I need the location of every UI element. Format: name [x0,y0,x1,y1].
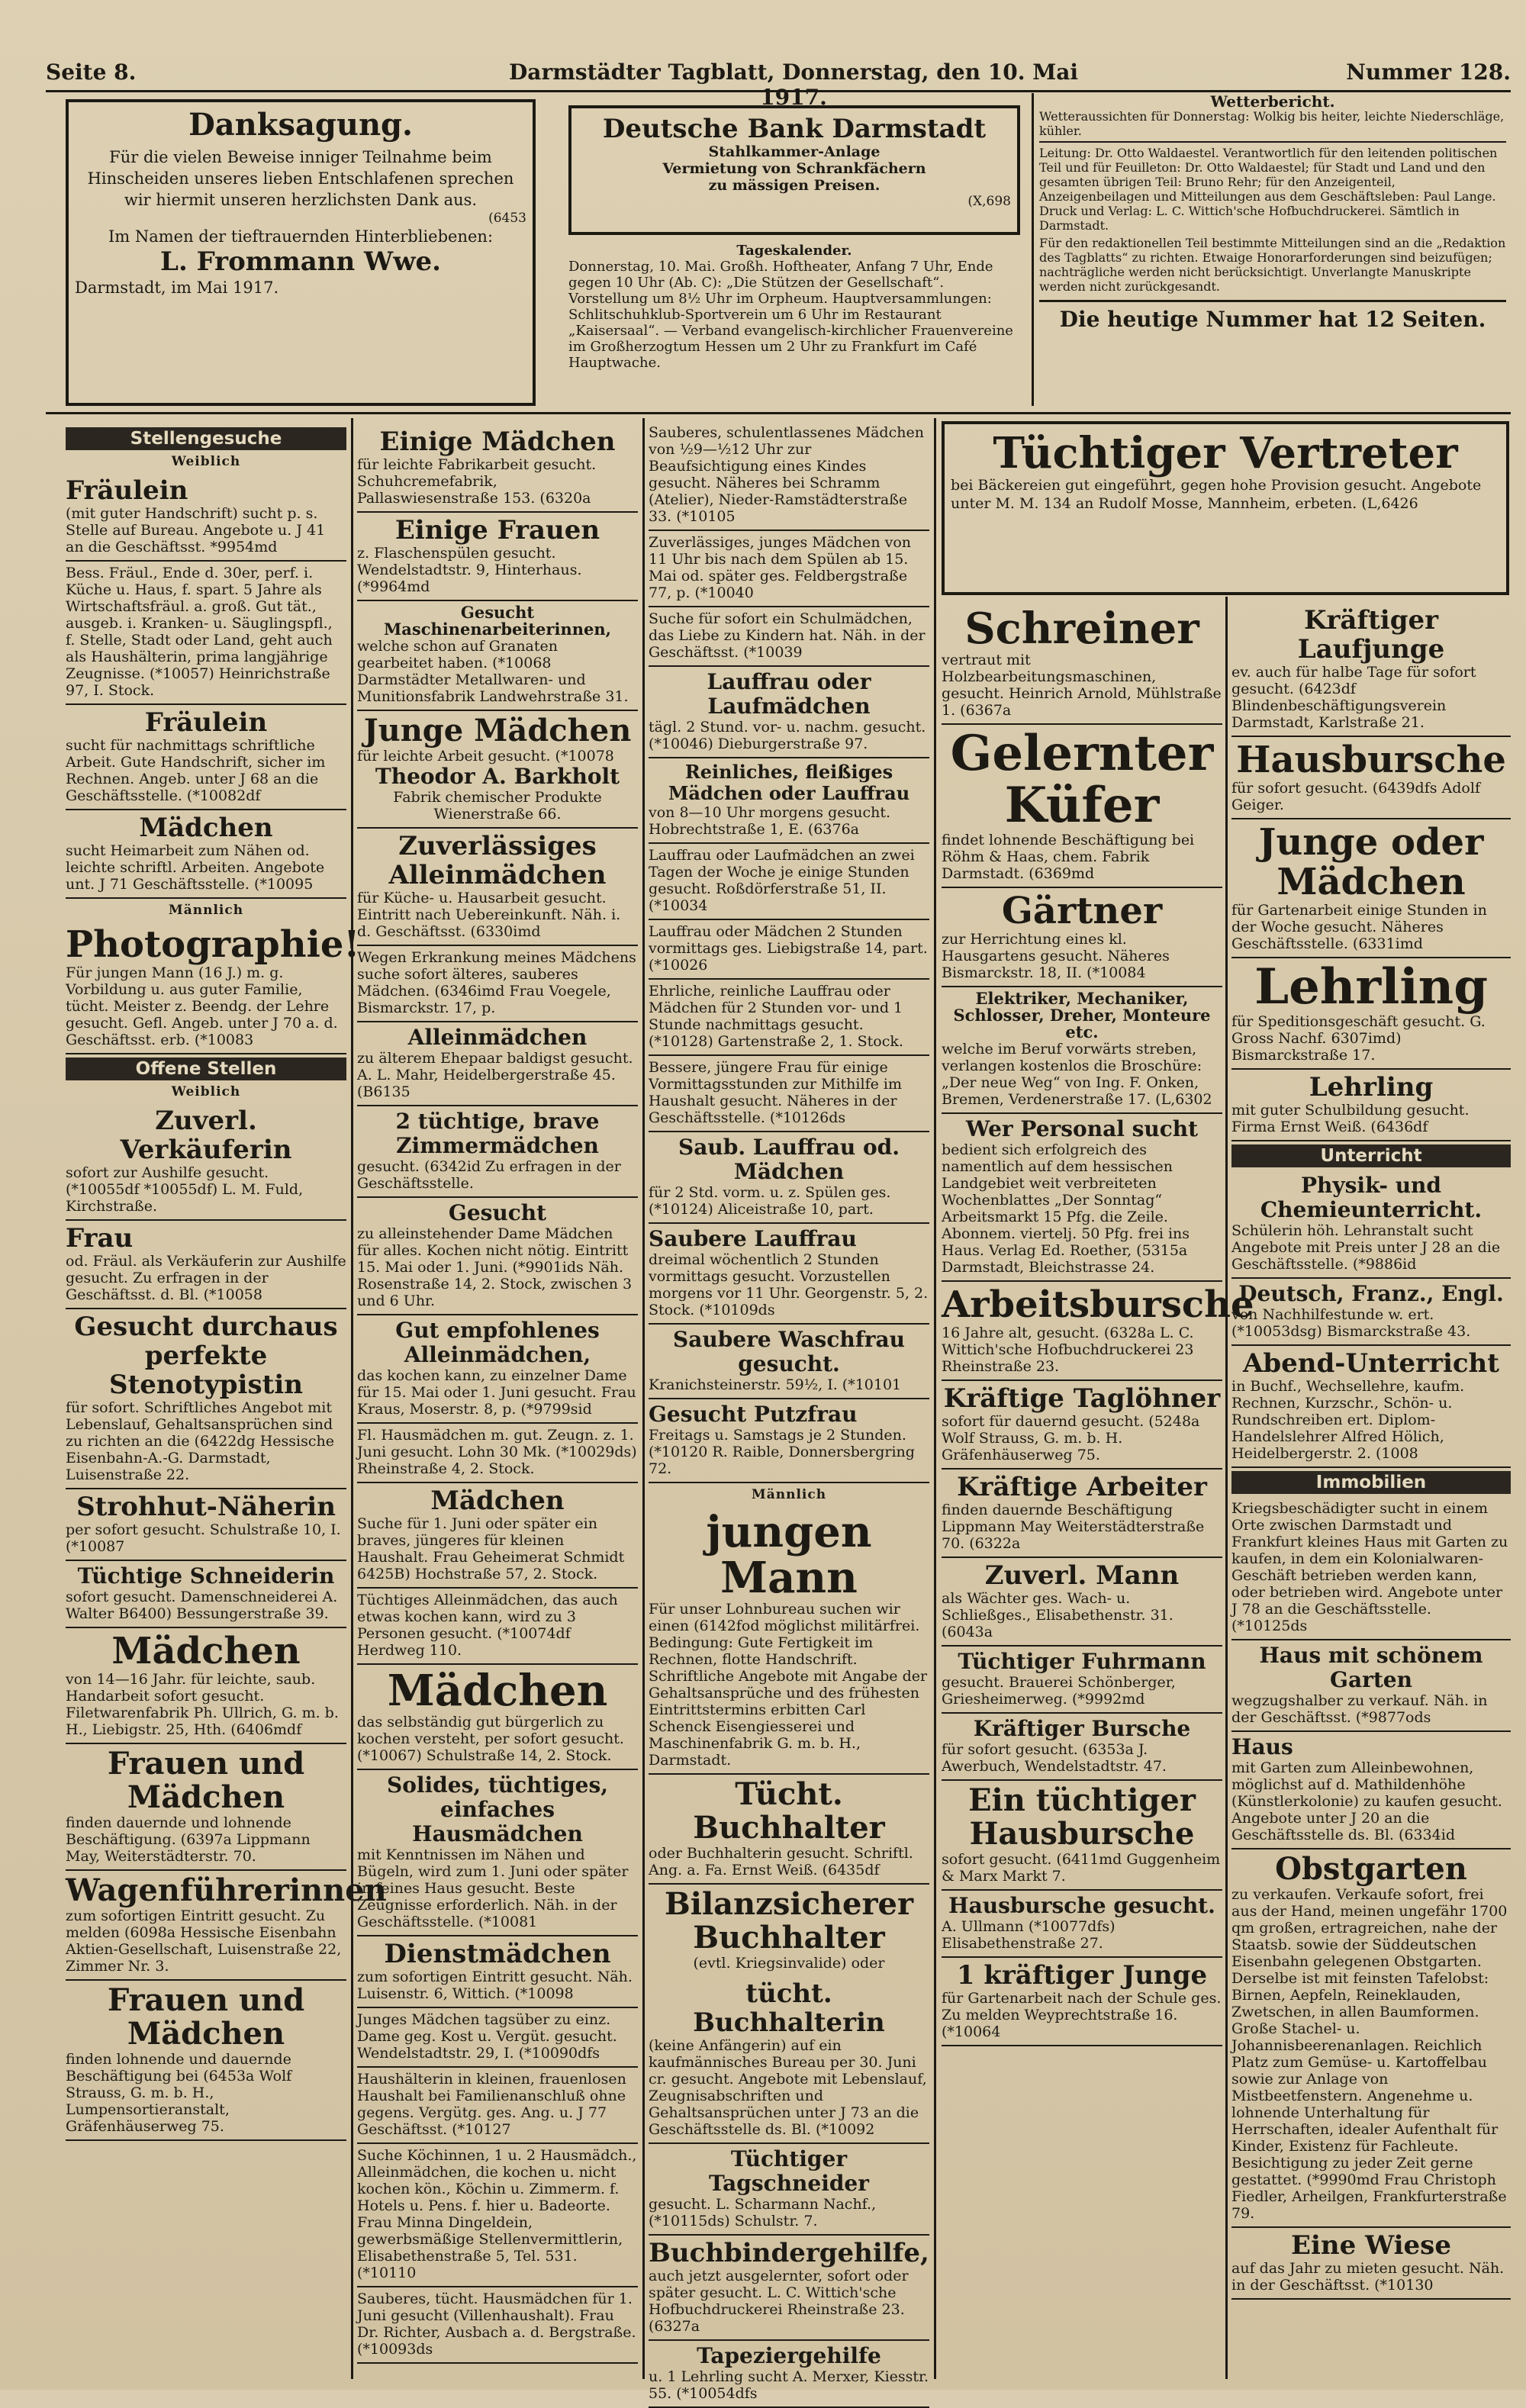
ad-block [66,705,346,810]
ad-text: Kriegsbeschädigter sucht in einem Orte zwischen Darmstadt und Frankfurt kleines Haus mit Garten zu kaufen, in dem ein Kolonialwaren-Geschäft betrieben werden kann, oder betrieben wird. Angebote unter J 78 an die Geschäftsstelle. (*10125ds [1231,1500,1508,1634]
ad-text: bedient sich erfolgreich des namentlich auf dem hessischen Landgebiet weit verbreiteten Wochenblattes „Der Sonntag“ Arbeitsmarkt 15 Pfg. die Zeile. Abonnem. viertelj. 50 Pfg. frei ins Haus. Verlag Ed. Roether, (5315a Darmstadt, Bleichstrasse 24. [942,1141,1190,1276]
ad-text: von 8—10 Uhr morgens gesucht. Hobrechtstraße 1, E. (6376a [649,804,891,838]
ad-block [649,2236,929,2341]
ad-text: für Gartenarbeit einige Stunden in der Woche gesucht. Näheres Geschäftsstelle. (6331imd [1231,902,1487,952]
ad-block [1231,2228,1511,2300]
ad-block [942,1647,1222,1714]
ad-headline: Haus mit schönem Garten [1259,1643,1483,1692]
ad-text: oder Buchhalterin gesucht. Schriftl. Ang. a. Fa. Ernst Weiß. (6435df [649,1845,913,1878]
ad-headline: Arbeitsbursche [942,1283,1254,1326]
ad-headline: Alleinmädchen [407,1025,588,1050]
ad-block [357,1770,638,1936]
ad-headline: Reinliches, fleißiges Mädchen oder Lauffrau [668,761,910,804]
ad-block [357,2008,638,2068]
ad-block [649,2341,929,2408]
ad-block [357,829,638,946]
ad-headline: Saubere Lauffrau [649,1226,857,1251]
ad-block [649,531,929,607]
danksagung-ad [66,99,536,406]
ad-text: ev. auch für halbe Tage für sofort gesucht. (6423df Blindenbeschäftigungsverein Darmstadt, Karlstraße 21. [1231,664,1476,731]
impressum: Leitung: Dr. Otto Waldaestel. Verantwortlich für den leitenden politischen Teil und für Feuilleton: Dr. Otto Waldaestel; für Stadt und Land und den gesamten übrigen Teil: Bruno Rehr; für den Anzeigenteil, Anzeigenbeilagen und Mitteilungen aus dem Geschäftsleben: Paul Lange. Druck und Verlag: L. C. Wittich'sche Hofbuchdruckerei. Sämtlich in Darmstadt. [1039,146,1498,233]
ad-block [1231,1497,1511,1640]
ad-text: auch jetzt ausgelernter, sofort oder später gesucht. L. C. Wittich'sche Hofbuchdruckerei Rheinstraße 23. (6327a [649,2268,909,2335]
danksagung-name: L. Frommann Wwe. [160,246,441,277]
ad-block [66,1981,346,2141]
ad-text: für leichte Arbeit gesucht. (*10078 [357,748,614,765]
ad-text: sofort für dauernd gesucht. (5248a Wolf Strauss, G. m. b. H. Gräfenhäuserweg 75. [942,1413,1200,1463]
ad-headline: Tüchtiger Vertreter [993,428,1458,478]
column-1 [66,424,387,2377]
ad-text: vertraut mit Holzbearbeitungsmaschinen, gesucht. Heinrich Arnold, Mühlstraße 1. (6367a [942,652,1222,719]
ad-headline: Mädchen [139,813,273,843]
column-5 [1231,603,1511,2377]
column-divider [934,418,936,2379]
bank-code: (X,698 [967,194,1011,209]
bank-line-3: zu mässigen Preisen. [708,177,881,194]
ad-headline: Gelernter Küfer [950,725,1214,834]
ad-text: Für unser Lohnbureau suchen wir einen (6142fod möglichst militärfrei. Bedingung: Gute Fertigkeit im Rechnen, flotte Handschrift. Schriftliche Angebote mit Angabe der Gehaltsansprüche und des frühesten Eintrittstermins erbitten Carl Schenck Eisengiesserei und Maschinenfabrik G. m. b. H., Darmstadt. [649,1601,928,1769]
ad-block [1231,1849,1511,2228]
ad-block [942,725,1222,888]
ad-block [357,1665,638,1770]
ad-headline: Tüchtige Schneiderin [77,1563,335,1589]
ad-block [357,1483,638,1589]
ad-headline: Wagenführerinnen [66,1872,387,1908]
ad-text: Kranichsteinerstr. 59½, I. (*10101 [649,1376,902,1393]
ad-text: zum sofortigen Eintritt gesucht. Näh. Luisenstr. 6, Wittich. (*10098 [357,1969,633,2002]
ad-headline: Junge Mädchen [363,713,632,748]
ad-text: Suche für sofort ein Schulmädchen, das Liebe zu Kindern hat. Näh. in der Geschäftsst. (*10039 [649,610,926,661]
ad-block [357,2287,638,2364]
ad-block [942,888,1222,987]
ad-text: Haushälterin in kleinen, frauenlosen Haushalt bei Familienanschluß ohne gegens. Vergütg. ges. Ang. u. J 77 Geschäftsst. (*10127 [357,2071,626,2138]
ad-block [649,1775,929,1885]
ad-headline: Buchbindergehilfe, [649,2238,929,2268]
ad-text: bei Bäckereien gut eingeführt, gegen hohe Provision gesucht. Angebote unter M. M. 134 an Rudolf Mosse, Mannheim, erbeten. (L,6426 [951,477,1482,512]
ad-headline: Physik- und Chemieunterricht. [1260,1173,1483,1222]
column-divider [1225,597,1228,2379]
ad-headline: Gesucht durchaus perfekte Stenotypistin [74,1312,338,1400]
ad-text: (evtl. Kriegsinvalide) oder [693,1955,885,1972]
ad-text: für sofort. Schriftliches Angebot mit Lebenslauf, Gehaltsansprüchen sind zu richten an die (6422dg Hessische Eisenbahn-A.-G. Darmstadt, Luisenstraße 22. [66,1399,335,1483]
ad-headline: Abend-Unterricht [1243,1348,1499,1379]
column-divider [1032,93,1034,406]
ad-block [649,1399,929,1483]
ad-text: od. Fräul. als Verkäuferin zur Aushilfe gesucht. Zu erfragen in der Geschäftsst. d. Bl. (*10058 [66,1253,346,1303]
ad-headline: Haus [1231,1734,1293,1759]
ad-text: Suche Köchinnen, 1 u. 2 Hausmädch., Alleinmädchen, die kochen u. nicht kochen kön., Köchin u. Zimmerm. f. Hotels u. Pens. f. hier u. Badeorte. Frau Minna Dingeldein, gewerbsmäßige Stellenvermittlerin, Elisabethenstraße 5, Tel. 531. (*10110 [357,2147,637,2281]
danksagung-code: (6453 [488,211,526,226]
ad-block [649,758,929,844]
ad-headline: Strohhut-Näherin [76,1492,336,1522]
ad-block [357,1022,638,1106]
ad-headline: Fräulein [66,475,188,506]
ad-headline: Dienstmädchen [384,1939,611,1969]
ad-text: Schülerin höh. Lehranstalt sucht Angebote mit Preis unter J 28 an die Geschäftsstelle. (*9886id [1231,1222,1501,1273]
ad-block [942,1381,1222,1470]
tageskalender-title: Tageskalender. [736,243,852,259]
ad-block [942,1714,1222,1781]
ad-headline: Theodor A. Barkholt [375,764,620,789]
ad-headline: Wer Personal sucht [965,1116,1199,1141]
ad-text: finden dauernde Beschäftigung Lippmann May Weiterstädterstraße 70. (6322a [942,1502,1205,1552]
ad-headline: Saub. Lauffrau od. Mädchen [678,1135,900,1184]
ad-block [357,1198,638,1315]
ad-headline: Photographie! [66,923,360,966]
ad-text: Für jungen Mann (16 J.) m. g. Vorbildung u. aus guter Familie, tücht. Meister z. Beendg. der Lehre gesucht. Gefl. Angeb. unter J 70 a. d. Geschäftsst. erb. (*10083 [66,964,338,1048]
ad-text: von 14—16 Jahr. für leichte, saub. Handarbeit sofort gesucht. Filetwarenfabrik Ph. Ullrich, G. m. b. H., Liebigstr. 25, Hth. (6406mdf [66,1671,339,1738]
ad-text: Tüchtiges Alleinmädchen, das auch etwas kochen kann, wird zu 3 Personen gesucht. (*10074df Herdweg 110. [357,1592,618,1659]
ad-block [942,1558,1222,1647]
ad-headline: Kräftiger Laufjunge [1297,605,1445,665]
ad-block [66,1221,346,1309]
sub-maennlich: Männlich [168,903,244,918]
sub-maennlich-col3: Männlich [751,1487,827,1502]
danksagung-title: Danksagung. [188,107,413,143]
ad-headline: Junge oder Mädchen [1258,821,1484,903]
page-count: Die heutige Nummer hat 12 Seiten. [1039,300,1506,333]
ad-headline: Mädchen [111,1630,301,1672]
ad-headline: Saubere Waschfrau gesucht. [672,1327,906,1376]
ad-text: u. 1 Lehrling sucht A. Merxer, Kiesstr. 55. (*10054dfs [649,2368,929,2402]
ad-headline: Tücht. Buchhalter [693,1776,885,1846]
ad-block [357,1315,638,1424]
ad-block [1231,819,1511,958]
ad-headline: Eine Wiese [1291,2230,1451,2261]
ad-block [66,1489,346,1561]
ad-text: welche im Beruf vorwärts streben, verlangen kostenlos die Broschüre: „Der neue Weg“ von Ing. F. Onken, Bremen, Verdenerstraße 17. (L,6302 [942,1041,1212,1108]
ad-block [357,711,638,829]
ad-headline: Elektriker, Mechaniker, Schlosser, Dreher, Monteure etc. [953,989,1211,1041]
sub-weiblich: Weiblich [171,454,241,469]
ad-block [649,1056,929,1132]
ad-block [649,1976,929,2144]
ad-block [66,1103,346,1221]
ad-block [649,1224,929,1325]
ad-text: Lauffrau oder Laufmädchen an zwei Tagen der Woche je einige Stunden gesucht. Roßdörferstraße 51, II. (*10034 [649,847,915,914]
ad-text: für Speditionsgeschäft gesucht. G. Gross Nachf. 6307imd) Bismarckstraße 17. [1231,1013,1486,1064]
ad-text: für Küche- u. Hausarbeit gesucht. Eintritt nach Uebereinkunft. Näh. i. d. Geschäftsst. (6330imd [357,890,621,940]
ad-block [942,1891,1222,1958]
ad-text: z. Flaschenspülen gesucht. Wendelstadtstr. 9, Hinterhaus. (*9964md [357,545,582,595]
ad-text: sofort gesucht. Damenschneiderei A. Walter B6400) Bessungerstraße 39. [66,1589,338,1622]
ad-block [357,1106,638,1198]
ad-block [66,473,346,562]
ad-block [1231,958,1511,1070]
ad-text: Fabrik chemischer Produkte Wienerstraße 66. [393,789,602,823]
ad-text: Zuverlässiges, junges Mädchen von 11 Uhr bis nach dem Spülen ab 15. Mai od. später ges. Feldbergstraße 77, p. (*10040 [649,534,912,601]
ad-text: zur Herrichtung eines kl. Hausgartens gesucht. Näheres Bismarckstr. 18, II. (*10084 [942,931,1170,981]
ad-text: für Gartenarbeit nach der Schule ges. Zu melden Weyprechtstraße 16. (*10064 [942,1990,1222,2040]
ad-headline: Ein tüchtiger Hausbursche [968,1782,1196,1852]
ad-block [357,424,638,513]
ad-block [942,603,1222,725]
ad-block [649,2144,929,2236]
danksagung-place: Darmstadt, im Mai 1917. [75,278,279,297]
ad-headline: Gärtner [1001,890,1163,932]
ad-text: für 2 Std. vorm. u. z. Spülen ges. (*10124) Aliceistraße 10, part. [649,1184,891,1218]
ad-text: sofort zur Aushilfe gesucht. (*10055df *10055df) L. M. Fuld, Kirchstraße. [66,1164,304,1215]
ad-block [942,1114,1222,1282]
col1-ads [66,473,346,899]
ad-headline: Tüchtiger Tagschneider [709,2146,869,2196]
section-rule [46,412,1511,414]
masthead: Darmstädter Tagblatt, Donnerstag, den 10. Mai 1917. [509,60,1078,110]
ad-text: sucht für nachmittags schriftliche Arbeit. Gute Handschrift, sicher im Rechnen. Angeb. unter J 68 an die Geschäftsstelle. (*10082df [66,737,326,804]
ad-block [1231,1346,1511,1468]
ad-text: sucht Heimarbeit zum Nähen od. leichte schriftl. Arbeiten. Angebote unt. J 71 Geschäftsstelle. (*10095 [66,842,325,893]
ad-headline: Mädchen [430,1486,565,1516]
tageskalender [568,243,1020,400]
page-number: Seite 8. [46,60,137,85]
ad-headline: Solides, tüchtiges, einfaches Hausmädchen [387,1772,608,1846]
ad-block [66,1628,346,1744]
ad-headline: Lehrling [1254,958,1488,1016]
ad-headline: tücht. Buchhalterin [693,1978,885,2038]
danksagung-body: Für die vielen Beweise inniger Teilnahme beim Hinscheiden unseres lieben Entschlafenen sprechen wir hiermit unseren herzlichsten Dank aus. [87,148,514,209]
ad-text: dreimal wöchentlich 2 Stunden vormittags gesucht. Vorzustellen morgens vor 11 Uhr. Georgenstr. 5, 2. Stock. (*10109ds [649,1251,929,1318]
ad-text: 16 Jahre alt, gesucht. (6328a L. C. Wittich'sche Hofbuchdruckerei 23 Rheinstraße 23. [942,1325,1194,1375]
ad-text: für sofort gesucht. (6439dfs Adolf Geiger. [1231,780,1480,813]
ad-text: per sofort gesucht. Schulstraße 10, I. (*10087 [66,1521,341,1555]
section-stellengesuche: Stellengesuche [66,427,346,450]
ad-text: zu alleinstehender Dame Mädchen für alles. Kochen nicht nötig. Eintritt 15. Mai oder 1. Juni. (*9901ids Näh. Rosenstraße 14, 2. Stock, zwischen 3 und 6 Uhr. [357,1225,633,1309]
ad-headline: Zuverlässiges Alleinmädchen [388,831,607,890]
ad-headline: Frauen und Mädchen [107,1982,305,2052]
ad-block [1231,603,1511,737]
ad-block [942,1781,1222,1891]
ad-text: zu verkaufen. Verkaufe sofort, frei aus der Hand, meinen ungefähr 1700 qm großen, ertragreichen, nahe der Staatsb. sowie der Süddeutschen Eisenbahn gelegenen Obstgarten. Derselbe ist mit feinsten Tafelobst: Birnen, Aepfeln, Reineklauden, Zwetschen, in allen Baumformen. Große Stachel- u. Johannisbeerenanlagen. Reichlich Platz zum Gemüse- u. Kartoffelbau sowie zur Anlage von Mistbeetfenstern. Angenehme u. lohnende Unterhaltung für Herrschaften, idealer Aufenthalt für Kinder, Existenz für Fachleute. Besichtigung zu jeder Zeit gerne gestattet. (*9990md Frau Christoph Fiedler, Arheilgen, Frankfurterstraße 79. [1231,1886,1508,2222]
ad-text: in Buchf., Wechsellehre, kaufm. Rechnen, Kurzschr., Schön- u. Rundschreiben ert. Diplom-Handelslehrer Alfred Hölich, Heidelbergerstr. 2. (1008 [1231,1378,1465,1462]
section-unterricht: Unterricht [1231,1144,1511,1167]
ad-text: mit Kenntnissen im Nähen und Bügeln, wird zum 1. Juni oder später in feines Haus gesucht. Beste Zeugnisse erforderlich. Näh. in der Geschäftsstelle. (*10081 [357,1846,629,1930]
ad-headline: Kräftige Taglöhner [943,1383,1221,1414]
column-3 [649,421,929,2402]
ad-text: finden lohnende und dauernde Beschäftigung bei (6453a Wolf Strauss, G. m. b. H., Lumpensortieranstalt, Gräfenhäuserweg 75. [66,2051,292,2135]
ad-headline: Hausbursche gesucht. [948,1893,1215,1918]
ad-headline: Fräulein [144,707,268,738]
ad-headline: Tüchtiger Fuhrmann [958,1649,1206,1674]
ad-text: das kochen kann, zu einzelner Dame für 15. Mai oder 1. Juni gesucht. Frau Kraus, Moserstr. 8, p. (*9799sid [357,1367,636,1418]
ad-text: welche schon auf Granaten gearbeitet haben. (*10068 Darmstädter Metallwaren- und Munitionsfabrik Landwehrstraße 31. [357,638,629,705]
ad-text: auf das Jahr zu mieten gesucht. Näh. in der Geschäftsst. (*10130 [1231,2260,1505,2294]
ad-headline: Kräftiger Bursche [973,1716,1191,1741]
ad-text: gesucht. Brauerei Schönberger, Griesheimerweg. (*9992md [942,1674,1176,1708]
ad-text: Freitags u. Samstags je 2 Stunden. (*10120 R. Raible, Donnersbergring 72. [649,1427,915,1477]
wetter-title: Wetterbericht. [1210,92,1335,111]
ad-block [649,844,929,920]
ad-text: Lauffrau oder Mädchen 2 Stunden vormittags ges. Liebigstraße 14, part. (*10026 [649,923,928,974]
ad-headline: Mädchen [387,1666,608,1716]
ad-block [66,1561,346,1628]
ad-text: (keine Anfängerin) auf ein kaufmännisches Bureau per 30. Juni cr. gesucht. Angebote mit Lebenslauf, Zeugnisabschriften und Gehaltsansprüchen unter J 73 an die Geschäftsstelle ds. Bl. (*10092 [649,2037,927,2138]
ad-headline: Deutsch, Franz., Engl. [1238,1281,1504,1306]
ad-block [649,1325,929,1399]
ad-block [1231,1640,1511,1732]
ad-block [649,1506,929,1775]
ad-block [1231,1732,1511,1849]
ad-headline: Gesucht [448,1200,547,1225]
ad-block [357,1589,638,1665]
ad-text: Junges Mädchen tagsüber zu einz. Dame geg. Kost u. Vergüt. gesucht. Wendelstadtstr. 29, I. (*10090dfs [357,2011,617,2062]
ad-text: findet lohnende Beschäftigung bei Röhm & Haas, chem. Fabrik Darmstadt. (6369md [942,832,1195,882]
bank-title: Deutsche Bank Darmstadt [602,114,987,144]
ad-text: Bess. Fräul., Ende d. 30er, perf. i. Küche u. Haus, f. spart. 5 Jahre als Wirtschaftsfräul. a. groß. Gut tät., ausgeb. i. Kranken- u. Säuglingspfl., f. Stelle, Stadt oder Land, geht auch als Haushälterin, prima langjährige Zeugnisse. (*10057) Heinrichstraße 97, I. Stock. [66,565,333,699]
ad-block [942,1470,1222,1558]
column-2 [357,424,638,2377]
ad-headline: Gesucht Maschinenarbeiterinnen, [384,603,611,639]
ad-text: tägl. 2 Stund. vor- u. nachm. gesucht. (*10046) Dieburgerstraße 97. [649,719,926,752]
ad-headline: Kräftige Arbeiter [957,1472,1207,1502]
ad-text: finden dauernde und lohnende Beschäftigung. (6397a Lippmann May, Weiterstädterstr. 70. [66,1814,311,1865]
ad-block [942,1958,1222,2046]
danksagung-name-line: Im Namen der tieftrauernden Hinterbliebenen: [108,227,494,246]
ad-headline: Obstgarten [1275,1851,1467,1887]
ad-text: Sauberes, tücht. Hausmädchen für 1. Juni gesucht (Villenhaushalt). Frau Dr. Richter, Ausbach a. d. Bergstraße. (*10093ds [357,2290,636,2358]
ad-block [1231,1070,1511,1141]
ad-headline: Schreiner [964,604,1199,654]
wetterbericht [1039,92,1506,407]
column-divider [642,418,645,2379]
ad-block [649,667,929,758]
ad-block [649,607,929,667]
ad-text: wegzugshalber zu verkauf. Näh. in der Geschäftsst. (*9877ods [1231,1692,1488,1726]
ad-block [649,920,929,980]
sub-weiblich-2: Weiblich [171,1084,241,1099]
ad-block [649,421,929,531]
ad-headline: Zuverl. Mann [984,1560,1180,1591]
ad-headline: Gesucht Putzfrau [649,1402,858,1427]
ad-text: zum sofortigen Eintritt gesucht. Zu melden (6098a Hessische Eisenbahn Aktien-Gesellschaft, Luisenstraße 22, Zimmer Nr. 3. [66,1907,342,1975]
redaktion-note: Für den redaktionellen Teil bestimmte Mitteilungen sind an die „Redaktion des Tagblatts“ zu richten. Etwaige Honorarforderungen sind beizufügen; nachträgliche werden nicht berücksichtigt. Unverlangte Manuskripte werden nicht zurückgesandt. [1039,236,1506,294]
ad-headline: jungen Mann [706,1507,872,1603]
vertreter-ad [942,421,1509,595]
ad-text: Sauberes, schulentlassenes Mädchen von ½9—½12 Uhr zur Beaufsichtigung eines Kindes gesucht. Näheres bei Schramm (Atelier), Nieder-Ramstädterstraße 33. (*10105 [649,424,924,525]
ad-text: mit guter Schulbildung gesucht. Firma Ernst Weiß. (6436df [1231,1102,1470,1135]
ad-text: sofort gesucht. (6411md Guggenheim & Marx Markt 7. [942,1851,1221,1885]
ad-headline: Einige Frauen [394,515,600,546]
bank-ad [568,105,1020,235]
ad-text: Fl. Hausmädchen m. gut. Zeugn. z. 1. Juni gesucht. Lohn 30 Mk. (*10029ds) Rheinstraße 4, 2. Stock. [357,1427,637,1477]
ad-text: Ehrliche, reinliche Lauffrau oder Mädchen für 2 Stunden vor- und 1 Stunde nachmittags gesucht. (*10128) Gartenstraße 2, 1. Stock. [649,983,903,1050]
ad-block [66,562,346,705]
ad-block [357,1936,638,2008]
ad-headline: Lehrling [1309,1072,1434,1103]
ad-headline: Tapeziergehilfe [697,2343,881,2368]
bank-line-2: Vermietung von Schrankfächern [662,160,926,177]
ad-block [66,1744,346,1871]
ad-text: Bessere, jüngere Frau für einige Vormittagsstunden zur Mithilfe im Haushalt gesucht. Näheres in der Geschäftsstelle. (*10126ds [649,1059,902,1126]
ad-block [357,601,638,711]
ad-headline: 1 kräftiger Junge [956,1960,1208,1991]
ad-block [357,2144,638,2287]
ad-headline: Frauen und Mädchen [107,1746,305,1815]
ad-headline: 2 tüchtige, brave Zimmermädchen [395,1109,600,1158]
ad-text: mit Garten zum Alleinbewohnen, möglichst auf d. Mathildenhöhe (Künstlerkolonie) zu kaufen gesucht. Angebote unter J 20 an die Geschäftsstelle ds. Bl. (6334id [1231,1759,1502,1843]
ad-block [357,946,638,1022]
issue-number: Nummer 128. [1346,60,1511,85]
ad-block [357,2068,638,2144]
column-4 [942,603,1254,2377]
ad-block [649,980,929,1056]
section-offene-stellen: Offene Stellen [66,1058,346,1080]
ad-headline: Hausbursche [1236,739,1506,781]
ad-block [66,1871,387,1981]
ad-text: gesucht. (6342id Zu erfragen in der Geschäftsstelle. [357,1158,621,1192]
ad-block [649,1885,929,1976]
section-immobilien: Immobilien [1231,1471,1511,1494]
ad-text: A. Ullmann (*10077dfs) Elisabethenstraße 27. [942,1918,1116,1952]
ad-headline: Frau [66,1223,134,1254]
ad-block [66,810,346,899]
ad-text: von Nachhilfestunde w. ert. (*10053dsg) Bismarckstraße 43. [1231,1306,1471,1340]
ad-block [357,513,638,601]
ad-block [66,1309,346,1489]
ad-headline: Bilanzsicherer Buchhalter [664,1886,914,1956]
tageskalender-text: Donnerstag, 10. Mai. Großh. Hoftheater, Anfang 7 Uhr, Ende gegen 10 Uhr (Ab. C): „Die Stützen der Gesellschaft“. Vorstellung um 8½ Uhr im Orpheum. Hauptversammlungen: Schlitschuhklub-Sportverein um 6 Uhr im Restaurant „Kaisersaal“. — Verband evangelisch-kirchlicher Frauenvereine im Großherzogtum Hessen um 2 Uhr zu Frankfurt im Café Hauptwache. [568,259,1013,371]
ad-block [649,1132,929,1224]
ad-block [1231,737,1511,819]
ad-headline: Einige Mädchen [379,427,616,457]
ad-block [1231,1170,1511,1279]
ad-text: das selbständig gut bürgerlich zu kochen versteht, per sofort gesucht. (*10067) Schulstraße 14, 2. Stock. [357,1714,624,1764]
ad-block [357,1424,638,1483]
ad-headline: Zuverl. Verkäuferin [120,1106,292,1165]
ad-text: für sofort gesucht. (6353a J. Awerbuch, Wendelstadtstr. 47. [942,1741,1167,1775]
ad-block [942,1282,1254,1381]
ad-block [66,922,360,1054]
bank-line-1: Stahlkammer-Anlage [708,143,881,160]
ad-block [1231,1279,1511,1346]
ad-text: zu älterem Ehepaar baldigst gesucht. A. L. Mahr, Heidelbergerstraße 45. (B6135 [357,1050,633,1100]
wetter-text: Wetteraussichten für Donnerstag: Wolkig bis heiter, leichte Niederschläge, kühler. [1039,109,1506,143]
ad-text: als Wächter ges. Wach- u. Schließges., Elisabethenstr. 31. (6043a [942,1590,1173,1640]
ad-headline: Lauffrau oder Laufmädchen [707,669,871,719]
ad-text: gesucht. L. Scharmann Nachf., (*10115ds) Schulstr. 7. [649,2196,877,2229]
ad-text: Suche für 1. Juni oder später ein braves, jüngeres für kleinen Haushalt. Frau Geheimerat Schmidt 6425B) Hochstraße 57, 2. Stock. [357,1515,625,1582]
column-divider [351,418,353,2379]
ad-text: (mit guter Handschrift) sucht p. s. Stelle auf Bureau. Angebote u. J 41 an die Geschäftsst. *9954md [66,505,326,555]
ad-block [942,987,1222,1114]
ad-text: Wegen Erkrankung meines Mädchens suche sofort älteres, sauberes Mädchen. (6346imd Frau Voegele, Bismarckstr. 17, p. [357,949,636,1016]
ad-text: für leichte Fabrikarbeit gesucht. Schuhcremefabrik, Pallaswiesenstraße 153. (6320a [357,456,597,507]
ad-headline: Gut empfohlenes Alleinmädchen, [395,1318,600,1367]
